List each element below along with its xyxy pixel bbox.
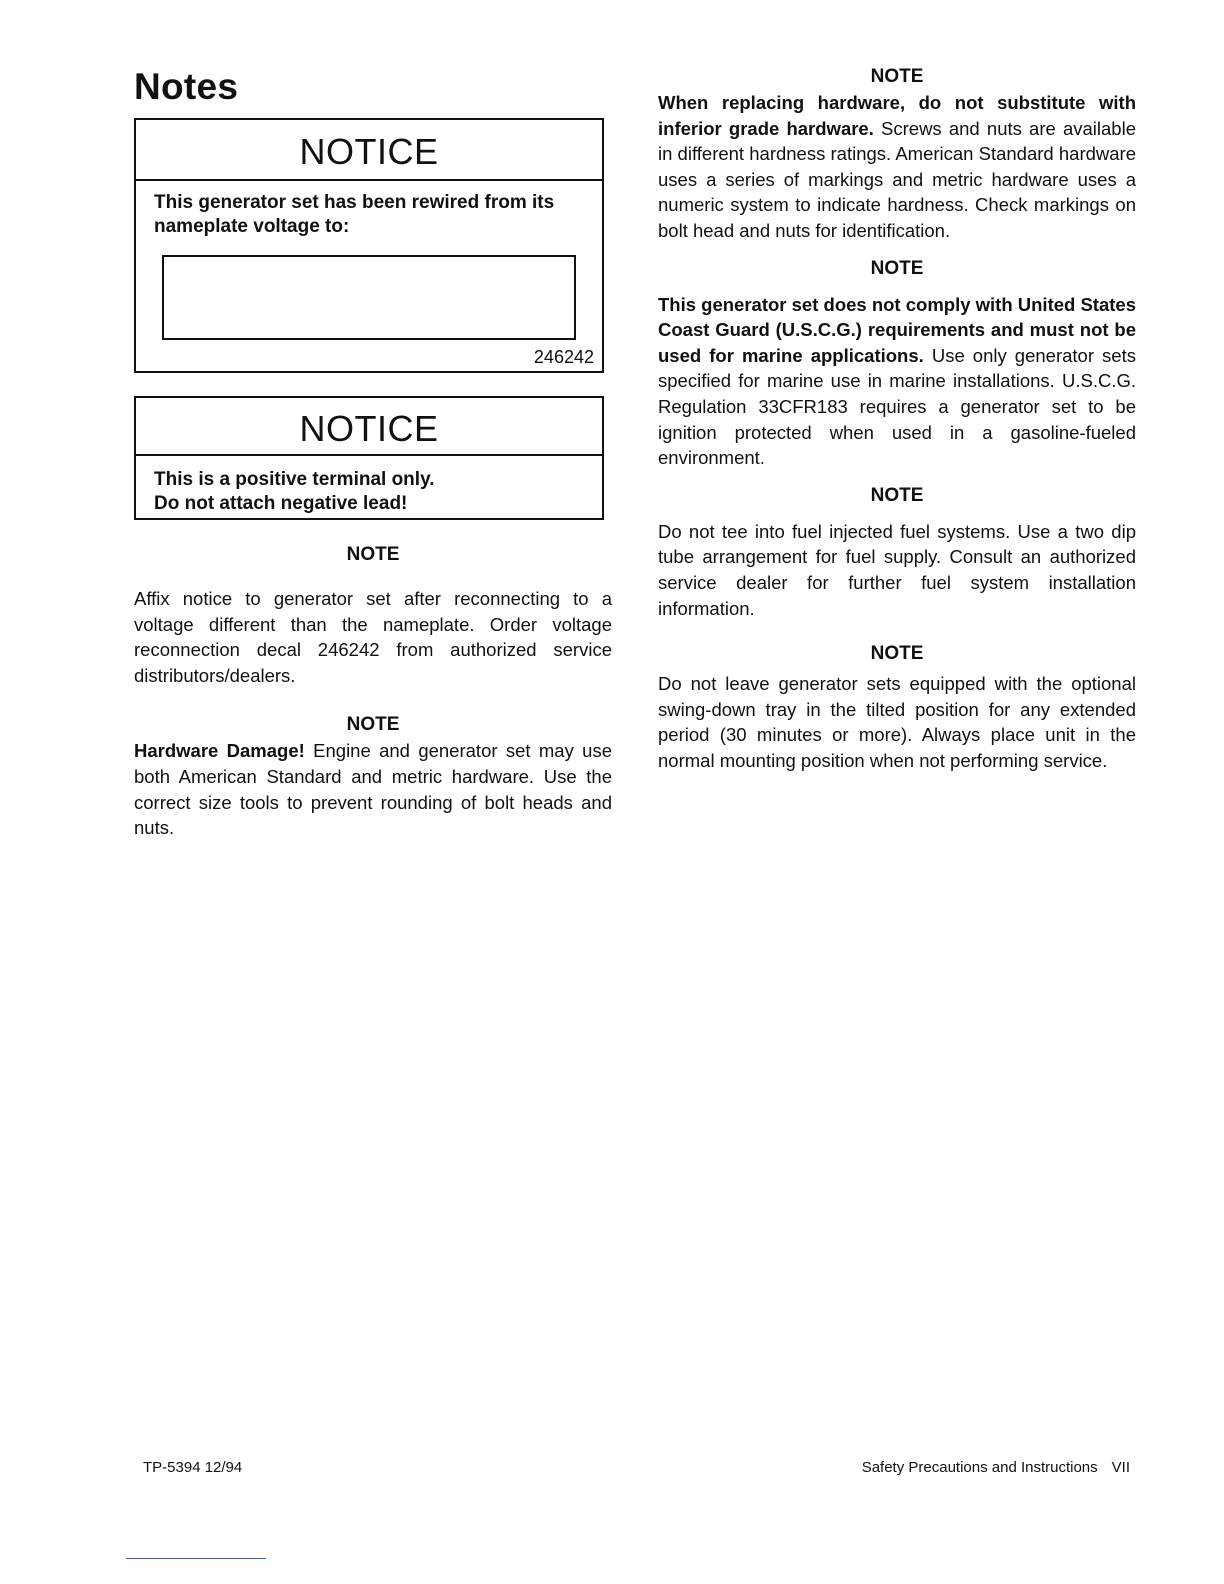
footer-section-title: Safety Precautions and Instructions (861, 1459, 1098, 1476)
voltage-write-in-box (162, 255, 576, 340)
notice-title: NOTICE (136, 398, 602, 456)
note-text: Do not tee into fuel injected fuel systems. Use a two dip tube arrangement for fuel supply. Consult an authorized service dealer for further fuel system installation information. (658, 520, 1136, 619)
right-column (658, 66, 1136, 773)
note-text: Do not leave generator sets equipped with the optional swing-down tray in the tilted position for any extended period (30 minutes or more). Always place unit in the normal mounting position when not performing service. (658, 673, 1136, 771)
note-fuel-systems (658, 485, 1136, 621)
note-lead: Hardware Damage! (134, 740, 305, 762)
notice-body (136, 456, 602, 518)
note-lead: When replacing hardware, do not substitute with inferior grade hardware. (658, 92, 1136, 139)
notice-line: Do not attach negative lead! (154, 493, 408, 514)
note-heading: NOTE (870, 257, 924, 279)
decal-part-number: 246242 (533, 347, 594, 367)
note-text (658, 292, 1136, 471)
note-uscg-compliance (658, 258, 1136, 471)
rewired-voltage-notice (134, 118, 604, 373)
link-underline-decoration (126, 1558, 266, 1559)
note-body: Screws and nuts are available in different hardness ratings. American Standard hardware uses a series of markings and metric hardware uses a numeric system to indicate hardness. Check markings on bolt head and nuts for identification. (658, 117, 1136, 241)
note-lead: This generator set does not comply with United States Coast Guard (U.S.C.G.) requirements and must not be used for marine applications. (658, 293, 1136, 366)
note-text: Affix notice to generator set after reconnecting to a voltage different than the nameplate. Order voltage reconnection decal 246242 from authorized service distributors/dealers. (134, 588, 612, 686)
note-heading: NOTE (870, 643, 924, 665)
note-heading: NOTE (346, 714, 400, 736)
page-title: Notes (134, 66, 239, 107)
left-column (134, 118, 612, 841)
note-hardware-damage (134, 714, 612, 840)
notice-line: This is a positive terminal only. (154, 469, 435, 490)
note-heading: NOTE (870, 484, 924, 506)
positive-terminal-notice (134, 396, 604, 520)
note-text (658, 90, 1136, 244)
page-number: VII (1111, 1459, 1130, 1476)
notice-body: This generator set has been rewired from its nameplate voltage to: (154, 192, 555, 237)
note-affix-notice (134, 544, 612, 688)
note-heading: NOTE (870, 66, 924, 87)
note-heading: NOTE (346, 544, 400, 565)
note-replacing-hardware (658, 66, 1136, 244)
notice-title: NOTICE (136, 120, 602, 181)
footer-section (862, 1459, 1130, 1476)
note-text (134, 738, 612, 840)
note-body: Use only generator sets specified for marine use in marine installations. U.S.C.G. Regulation 33CFR183 requires a generator set to be ignition protected when used in a gasoline-fueled environment. (658, 344, 1136, 469)
footer-doc-id: TP-5394 12/94 (143, 1459, 243, 1476)
note-body: Engine and generator set may use both American Standard and metric hardware. Use the correct size tools to prevent rounding of bolt heads and nuts. (134, 740, 613, 839)
note-swing-down-tray (658, 643, 1136, 773)
